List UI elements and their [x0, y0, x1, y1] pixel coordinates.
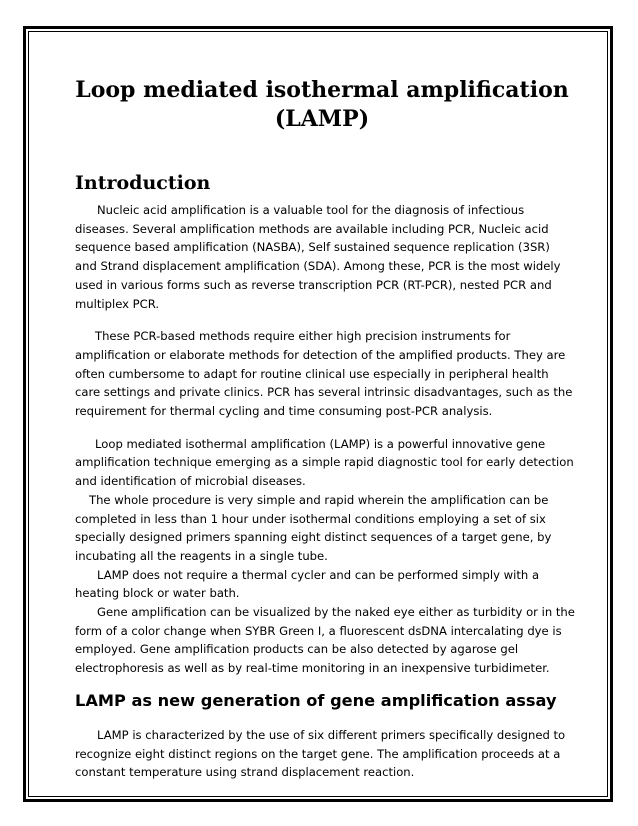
introduction-heading: Introduction [75, 172, 211, 194]
document-title [69, 76, 575, 134]
intro-paragraph-2: These PCR-based methods require either high precision instruments for amplification or elaborate methods for detection of the amplified products. They are often cumbersome to adapt for routine clinical use especially in peripheral health care settings and private clinics. PCR has several intrinsic disadvantages, such as the requirement for thermal cycling and time consuming post-PCR analysis. [75, 329, 573, 419]
lamp-section-heading: LAMP as new generation of gene amplification assay [75, 690, 557, 710]
intro-paragraph-1: Nucleic acid amplification is a valuable tool for the diagnosis of infectious diseases. Several amplification methods are available including PCR, Nucleic acid sequence based amplification (NASBA), Self sustained sequence replication (3SR) and Strand displacement amplification (SDA). Among these, PCR is the most widely used in various forms such as reverse transcription PCR (RT-PCR), nested PCR and multiplex PCR. [75, 203, 561, 311]
intro-paragraph-5: LAMP does not require a thermal cycler and can be performed simply with a heating block or water bath. [75, 567, 540, 601]
intro-paragraph-4: The whole procedure is very simple and rapid wherein the amplification can be completed in less than 1 hour under isothermal conditions employing a set of six specially designed primers spanning eight distinct sequences of a target gene, by incubating all the reagents in a single tube. [75, 492, 552, 563]
document-body [75, 76, 575, 782]
lamp-paragraph-1: LAMP is characterized by the use of six different primers specifically designed to recognize eight distinct regions on the target gene. The amplification proceeds at a constant temperature using strand displacement reaction. [75, 727, 566, 780]
intro-paragraph-3: Loop mediated isothermal amplification (LAMP) is a powerful innovative gene amplification technique emerging as a simple rapid diagnostic tool for early detection and identification of microbial diseases. [75, 436, 574, 489]
intro-paragraph-6: Gene amplification can be visualized by the naked eye either as turbidity or in the form of a color change when SYBR Green I, a fluorescent dsDNA intercalating dye is employed. Gene amplification products can be also detected by agarose gel electrophoresis as well as by real-time monitoring in an inexpensive turbidimeter. [75, 605, 575, 676]
title-line-2: (LAMP) [274, 106, 370, 132]
title-line-1: Loop mediated isothermal amplification [75, 77, 569, 103]
